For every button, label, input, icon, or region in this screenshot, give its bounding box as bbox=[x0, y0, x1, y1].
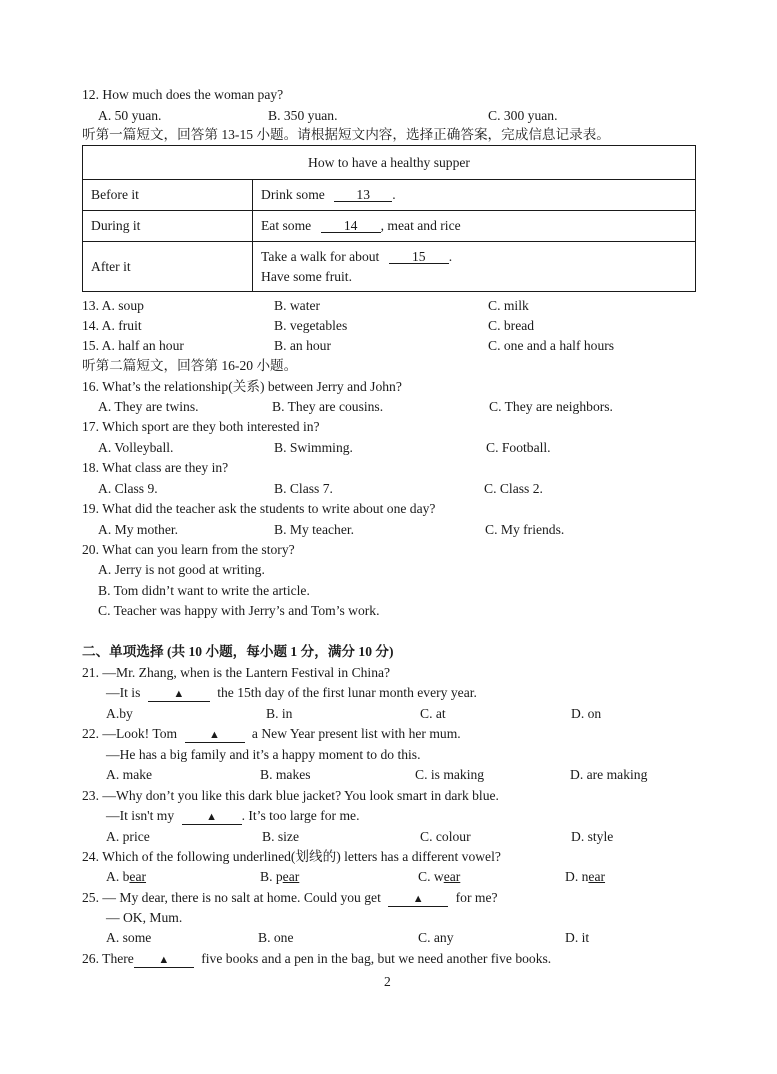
q19-option-b: B. My teacher. bbox=[274, 522, 355, 537]
blank-14: 14 bbox=[321, 219, 381, 233]
q24-underlined-letters: ear bbox=[443, 869, 461, 884]
q21-line1: 21. —Mr. Zhang, when is the Lantern Festival in China? bbox=[82, 665, 391, 680]
q16-option-c: C. They are neighbors. bbox=[489, 399, 613, 414]
q20-option-c: C. Teacher was happy with Jerry’s and Tom’s work. bbox=[98, 603, 380, 618]
q24-option-text: C. w bbox=[418, 869, 444, 884]
q22-option-a: A. make bbox=[106, 767, 153, 782]
table-row-content bbox=[253, 242, 696, 292]
q12-option-c: C. 300 yuan. bbox=[488, 108, 558, 123]
q25-option-a: A. some bbox=[106, 930, 152, 945]
q20-stem: 20. What can you learn from the story? bbox=[82, 542, 295, 557]
q21-blank bbox=[148, 686, 210, 702]
q25-option-c: C. any bbox=[418, 930, 454, 945]
q14-option-b: B. vegetables bbox=[274, 318, 348, 333]
q17-option-a: A. Volleyball. bbox=[98, 440, 174, 455]
q12-option-a: A. 50 yuan. bbox=[98, 108, 162, 123]
q23-option-a: A. price bbox=[106, 829, 150, 844]
table-row-label: After it bbox=[83, 242, 253, 292]
q23-text: —It isn't my bbox=[106, 808, 175, 823]
q16-option-a: A. They are twins. bbox=[98, 399, 199, 414]
triangle-icon: ▲ bbox=[158, 954, 170, 966]
q23-line2 bbox=[106, 807, 359, 825]
q25-line2: — OK, Mum. bbox=[106, 910, 183, 925]
table-row-text: Drink some bbox=[261, 187, 325, 202]
q26-text: 26. There bbox=[82, 951, 134, 966]
blank-13: 13 bbox=[334, 188, 392, 202]
q15-option-b: B. an hour bbox=[274, 338, 332, 353]
q22-option-c: C. is making bbox=[415, 767, 485, 782]
q26-text: five books and a pen in the bag, but we need another five books. bbox=[201, 951, 552, 966]
q25-text: 25. — My dear, there is no salt at home. Could you get bbox=[82, 890, 381, 905]
q26-blank bbox=[134, 952, 194, 968]
q20-option-a: A. Jerry is not good at writing. bbox=[98, 562, 265, 577]
passage1-instruction: 听第一篇短文，回答第 13-15 小题。请根据短文内容，选择正确答案，完成信息记录表。 bbox=[82, 127, 610, 142]
q25-line1 bbox=[82, 889, 498, 907]
q18-stem: 18. What class are they in? bbox=[82, 460, 229, 475]
q25-option-d: D. it bbox=[565, 930, 590, 945]
q16-stem: 16. What’s the relationship(关系) between Jerry and John? bbox=[82, 379, 402, 394]
table-row-text: Take a walk for about bbox=[261, 248, 380, 264]
q15-option-c: C. one and a half hours bbox=[488, 338, 615, 353]
q24-option-text: D. n bbox=[565, 869, 589, 884]
q25-blank bbox=[388, 891, 448, 907]
q23-option-b: B. size bbox=[262, 829, 299, 844]
q24-underlined-letters: ear bbox=[129, 869, 147, 884]
q18-option-c: C. Class 2. bbox=[484, 481, 543, 496]
triangle-icon: ▲ bbox=[412, 893, 424, 905]
q14-option-a: 14. A. fruit bbox=[82, 318, 142, 333]
q21-option-c: C. at bbox=[420, 706, 446, 721]
q14-option-c: C. bread bbox=[488, 318, 535, 333]
q26-line bbox=[82, 950, 551, 968]
triangle-icon: ▲ bbox=[209, 729, 220, 741]
q21-text: the 15th day of the first lunar month every year. bbox=[217, 685, 477, 700]
q22-text: 22. —Look! Tom bbox=[82, 726, 178, 741]
q15-option-a: 15. A. half an hour bbox=[82, 338, 184, 353]
q25-text: for me? bbox=[455, 890, 498, 905]
q23-line1: 23. —Why don’t you like this dark blue jacket? You look smart in dark blue. bbox=[82, 788, 499, 803]
q19-option-a: A. My mother. bbox=[98, 522, 179, 537]
table-row-text: Have some fruit. bbox=[261, 268, 352, 284]
q23-option-c: C. colour bbox=[420, 829, 471, 844]
q24-option-text: B. p bbox=[260, 869, 283, 884]
q12-option-b: B. 350 yuan. bbox=[268, 108, 338, 123]
q17-stem: 17. Which sport are they both interested in? bbox=[82, 419, 320, 434]
passage2-instruction: 听第二篇短文，回答第 16-20 小题。 bbox=[82, 358, 298, 373]
q24-stem: 24. Which of the following underlined(划线的) letters has a different vowel? bbox=[82, 849, 501, 864]
q24-underlined-letters: ear bbox=[282, 869, 300, 884]
q18-option-b: B. Class 7. bbox=[274, 481, 333, 496]
section2-heading: 二、单项选择 (共 10 小题，每小题 1 分，满分 10 分) bbox=[82, 644, 394, 659]
q23-option-d: D. style bbox=[571, 829, 614, 844]
q23-blank bbox=[182, 809, 242, 825]
q24-option-text: A. b bbox=[106, 869, 130, 884]
q19-stem: 19. What did the teacher ask the students to write about one day? bbox=[82, 501, 436, 516]
q22-option-b: B. makes bbox=[260, 767, 311, 782]
q21-option-a: A.by bbox=[106, 706, 133, 721]
table-row-label: During it bbox=[83, 211, 253, 242]
q21-text: —It is bbox=[106, 685, 141, 700]
q13-option-b: B. water bbox=[274, 298, 321, 313]
q19-option-c: C. My friends. bbox=[485, 522, 565, 537]
triangle-icon: ▲ bbox=[206, 811, 217, 823]
q22-option-d: D. are making bbox=[570, 767, 648, 782]
q20-option-b: B. Tom didn’t want to write the article. bbox=[98, 583, 310, 598]
q24-underlined-letters: ear bbox=[588, 869, 606, 884]
q17-option-c: C. Football. bbox=[486, 440, 551, 455]
page-number: 2 bbox=[384, 974, 391, 989]
q24-option-d bbox=[565, 868, 605, 885]
q18-option-a: A. Class 9. bbox=[98, 481, 158, 496]
q25-option-b: B. one bbox=[258, 930, 294, 945]
q21-option-d: D. on bbox=[571, 706, 602, 721]
q22-blank bbox=[185, 727, 245, 743]
q22-line2: —He has a big family and it’s a happy moment to do this. bbox=[106, 747, 421, 762]
q13-option-a: 13. A. soup bbox=[82, 298, 144, 313]
table-row-text: . bbox=[392, 187, 396, 202]
q16-option-b: B. They are cousins. bbox=[272, 399, 384, 414]
table-title: How to have a healthy supper bbox=[83, 146, 696, 180]
table-row-content bbox=[253, 211, 696, 242]
q23-text: . It’s too large for me. bbox=[241, 808, 360, 823]
table-row-content bbox=[253, 180, 696, 211]
q17-option-b: B. Swimming. bbox=[274, 440, 353, 455]
q12-stem: 12. How much does the woman pay? bbox=[82, 87, 284, 102]
triangle-icon: ▲ bbox=[173, 688, 185, 700]
table-row-text: . bbox=[448, 248, 453, 264]
table-row-label: Before it bbox=[83, 180, 253, 211]
q24-option-b bbox=[260, 868, 299, 885]
q24-option-a bbox=[106, 868, 146, 885]
blank-15: 15 bbox=[389, 250, 449, 264]
q13-option-c: C. milk bbox=[488, 298, 529, 313]
table-row-text: Eat some bbox=[261, 218, 312, 233]
q21-option-b: B. in bbox=[266, 706, 293, 721]
q21-line2 bbox=[106, 684, 477, 702]
table-row-text: , meat and rice bbox=[380, 218, 461, 233]
q24-option-c bbox=[418, 868, 460, 885]
q22-text: a New Year present list with her mum. bbox=[251, 726, 461, 741]
info-record-table bbox=[82, 145, 696, 292]
q22-line1 bbox=[82, 725, 461, 743]
